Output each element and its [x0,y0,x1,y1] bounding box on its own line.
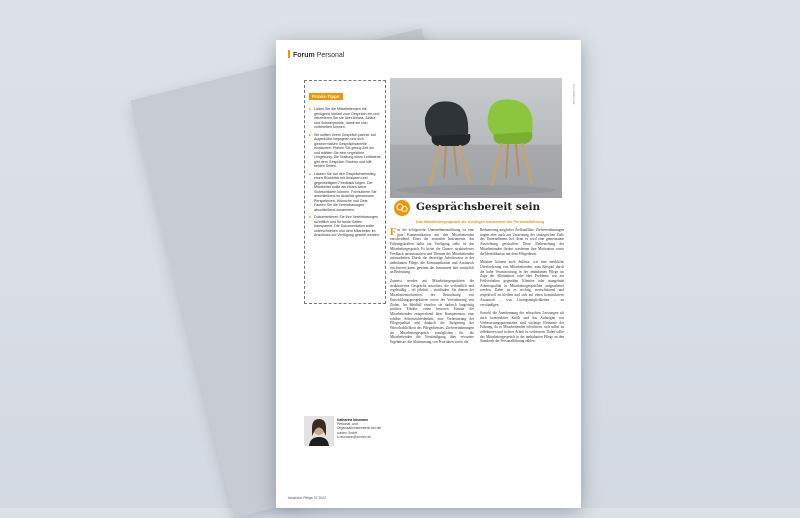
paragraph-text: ür die erfolgreiche Unternehmensführung ist eine gute Kommunikation mit den Mitarbeitenden entscheidend. Eines der zentralen Instrumente, das Führungskräften dafür zur Verfügung steht, ist das Mitarbeitergespräch. Es bietet die Chance, strukturiertes Feedback auszutauschen und Themen der Mitarbeitenden aufzuarbeiten. Durch die derzeitige Arbeitsweise in der ambulanten Pflege, die Kommunikation und Austausch erschweren kann, gewinnt das Instrument hier zusätzlich an Bedeutung. [390,228,474,275]
tip-item: ■ Dokumentieren Sie Ihre Vereinbarungen schriftlich und für beide Seiten transparent. Die Dokumentation sollte unterschrieben und dem Mitarbeiter im Anschluss zur Verfügung gestellt werden. [309,215,381,238]
paragraph [390,228,474,275]
article-column-1 [390,228,474,349]
tips-box [304,80,386,304]
chat-bubbles-icon [394,200,410,216]
header-subsection: Personal [316,52,345,59]
drop-cap: F [390,227,397,238]
author-role: Personal- und Organisationsberaterin bei der contec GmbH [337,422,382,435]
magazine-page [276,40,581,508]
article-column-2 [480,228,564,348]
tips-badge: Praxis-Tipps [309,93,343,100]
chairs-illustration [390,78,562,198]
paragraph: Mitunter können auch Anlässe, wie eine merkliche Überforderung von Mitarbeitenden, zum Beispiel durch die hohe Verantwortung in der ambulanten Pflege im Zuge der Alleinarbeit, oder aber Probleme, wie ein Fehlverhalten gegenüber Klienten oder mangelnde Arbeitsqualität in Mitarbeitergesprächen aufgearbeitet werden. Dabei ist es wichtig, wertschätzend und respektvoll zu bleiben und sich auf einen konstruktiven Austausch – was Lösungsmöglichkeiten – zu verständigen. [480,260,564,307]
tip-item: ■ Sie sollten Ihrem Gespräch partner auf Augenhöhe begegnen und sich gleichermaßen Gesprächsanteile einräumen. Planen Sie genug Zeit ein und wählen Sie eine ungestörte Umgebung. Die Nutzung eines Leitfadens gibt dem Gespräch Struktur und hilft beiden Seiten. [309,133,381,169]
page-header [288,50,344,59]
tip-item: ■ Laden Sie die Mitarbeitenden mit genügend Vorlauf zum Gespräch ein und informieren Sie sie über Anlass, Ablauf und Schwerpunkte, damit sie sich vorbereiten können. [309,107,381,130]
section-marker [288,50,290,58]
page-footer: häusliche Pflege 07.2022 [288,496,327,500]
photo-credit: Foto: Adobe Stock [572,84,575,105]
paragraph: Sowohl die Anerkennung der erbrachten Leistungen als auch konstruktive Kritik und das Aufzeigen von Verbesserungspotenzialen sind wichtige Elemente der Führung, da es Mitarbeitenden erleichtern, sich selbst zu reflektieren und in ihrer Arbeit zu verbessern. Daher sollte das Mitarbeitergespräch in der ambulanten Pflege an den Standards der Personalführung zählen. [480,311,564,344]
paragraph: Zumeist werden mit Mitarbeitergesprächen die strukturierten Gespräche assoziiert, die verbindlich und regelmäßig – oft jährlich – stattfinden. Sie dienen der Mitarbeitermotivation, der Betrachtung von Entwicklungsperspektiven sowie der Vereinbarung von Zielen. Im Idealfall erzielen sie dadurch langfristig positive Effekte: einen besseren Einsatz der Mitarbeitenden entsprechend ihrer Kompetenzen, eine erhöhte Arbeitszufriedenheit, eine Verbesserung der Pflegequalität und dadurch die Steigerung der Wirtschaftlichkeit des Pflegedienstes. Zielvereinbarungen im Mitarbeitergespräch ermöglichen für die Mitarbeitenden die Verständigung über erwartete Ergebnisse, die Abstimmung von Prioritäten sowie die [390,279,474,345]
author-email: k.neumann@contec.de [337,434,371,439]
chairs-photo [390,78,562,198]
tips-list [309,107,381,238]
tip-item: ■ Lassen Sie auf den Gesprächseinstieg einen Rückblick mit Analysen und gegenseitigem Feedback folgen. Der Mitarbeiter sollte als erstes seine Sichtschildern können. Formulieren Sie anschließend im Ausblick gemeinsam Perspektiven, Wünsche und Ziele. Fassen Sie die Vereinbarungen abschließend zusammen. [309,172,381,213]
author-info [337,418,389,439]
author-name: Katharina Neumann [337,418,369,422]
header-section: Forum [293,52,315,59]
author-photo [304,416,334,446]
paragraph: Reduzierung möglicher Zielkonflikte. Zielvereinbarungen tragen aber auch zur Umsetzung der strategischen Ziele des Unternehmens bei, denn es wird eine gemeinsame Ausrichtung geschaffen. Diese Einbeziehung der Mitarbeitenden fördert wiederum ihre Motivation sowie die Identifikation mit dem Pflegedienst. [480,228,564,256]
article-title: Gesprächsbereit sein [416,201,541,213]
article-subtitle: Das Mitarbeitergespräch als wichtiges Instrument der Personalführung [415,220,545,224]
